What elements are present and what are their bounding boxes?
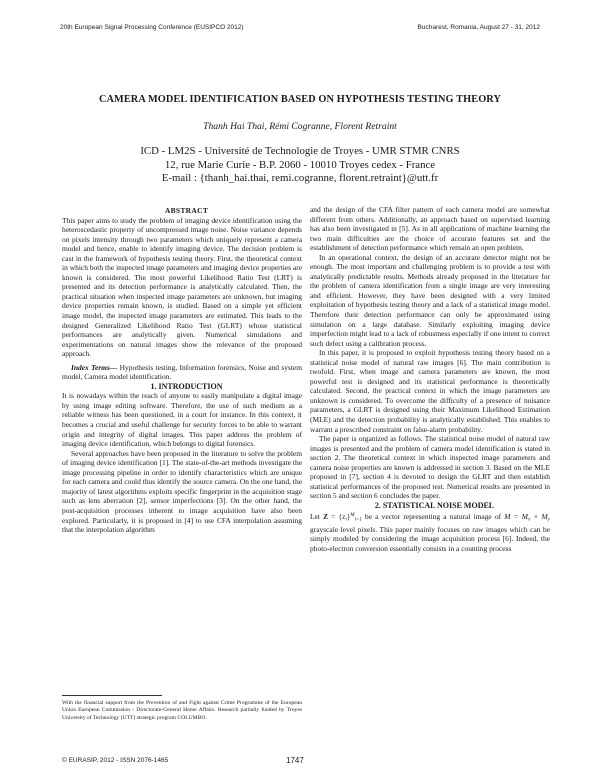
conference-location-date: Bucharest, Romania, August 27 - 31, 2012 bbox=[417, 24, 540, 31]
body-paragraph: In this paper, it is proposed to exploit hypothesis testing theory based on a statistical noise model of natural raw images [6]. The main contribution is twofold. First, when image and camera parameters are known, the most powerful test is designed and its statistical performance is theoretically calculated. Second, the practical context in which the image parameters are unknown is considered. To overcome the difficulty of a presence of nuisance parameters, a GLRT is designed using their Maximum Likelihood Estimation (MLE) and the detection probability is analytically established. This enables to warrant a prescribed constraint on false-alarm probability. bbox=[310, 348, 550, 434]
math-superscript: M bbox=[350, 512, 355, 518]
paper-title: CAMERA MODEL IDENTIFICATION BASED ON HYPOTHESIS TESTING THEORY bbox=[98, 94, 502, 105]
footnote: With the financial support from the Prevention of and Fight against Crime Programme of the European Union European Commission - Directorate-General Home Affairs. Research partially funded by Troyes University of Technology (UTT) strategic program COLUMBO. bbox=[62, 700, 302, 721]
copyright-footer: © EURASIP, 2012 - ISSN 2076-1465 bbox=[62, 757, 169, 764]
page-number: 1747 bbox=[286, 756, 304, 765]
intro-paragraph: Several approaches have been proposed in the literature to solve the problem of imaging device identification [1]. The state-of-the-art methods investigate the image processing pipeline in order to identify characteristics which are unique for each camera and could thus identify the source camera. On the one hand, the majority of latest algorithms exploits specific fingerprint in the acquisition stage such as lens aberration [2], sensor imperfections [3]. On the other hand, the post-acquisition processes inherent to image acquisition have also been explored. Particularly, it is proposed in [4] to use CFA interpolation assuming that the interpolation algorithm bbox=[62, 448, 302, 535]
section-heading-noise-model: 2. STATISTICAL NOISE MODEL bbox=[374, 500, 495, 510]
right-column bbox=[310, 205, 550, 553]
text-run: grayscale level pixels. This paper mainly focuses on raw images which can be simply modeled by considering the image acquisition process [6]. Indeed, the photo-electron conversion essentially consists in a counting process bbox=[310, 524, 550, 553]
math-subscript: i bbox=[345, 517, 347, 522]
abstract-heading: ABSTRACT bbox=[164, 206, 209, 215]
text-run: be a vector representing a natural image of bbox=[361, 511, 505, 521]
section-heading-introduction: 1. INTRODUCTION bbox=[150, 381, 223, 391]
math-subscript: i=1 bbox=[354, 517, 362, 522]
section2-paragraph bbox=[310, 511, 550, 554]
body-paragraph: and the design of the CFA filter pattern of each camera model are somewhat different from others. Additionally, an approach based on supervised learning has also been investigated in [5]. As in all applications of machine learning the two main difficulties are the choice of accurate features set and the establishment of detection performance which remain an open problem. bbox=[310, 205, 550, 253]
affiliation-email: E-mail : {thanh_hai.thai, remi.cogranne, florent.retraint}@utt.fr bbox=[161, 172, 439, 185]
left-column bbox=[62, 206, 302, 535]
page-header bbox=[60, 24, 540, 36]
math-bold-z: Z bbox=[323, 511, 329, 521]
body-paragraph: In an operational context, the design of an accurate detector might not be enough. The most important and challenging problem is to provide a test with analytically predictable results. Methods already proposed in the literature for the problem of camera identification from a single image are very interesting and efficient. However, they have been designed with a very limited exploitation of hypothesis testing theory and a lack of a statistical image model. Therefore their detection performance can only be approximated using simulation on a large database. Similarly exploiting imaging device imperfection might lead to a lack of robustness especially if one intent to correct such defect using a calibration process. bbox=[310, 252, 550, 348]
paper-authors: Thanh Hai Thai, Rémi Cogranne, Florent Retraint bbox=[203, 121, 397, 132]
footnote-divider bbox=[62, 695, 162, 696]
affiliation-line: ICD - LM2S - Université de Technologie de Troyes - UMR STMR CNRS bbox=[140, 145, 460, 157]
math-run: = {z bbox=[328, 511, 346, 521]
math-subscript: x bbox=[527, 517, 531, 522]
math-run: × M bbox=[530, 511, 548, 521]
math-var: M bbox=[504, 511, 511, 521]
index-terms bbox=[62, 363, 302, 382]
conference-name: 20th European Signal Processing Conference (EUSIPCO 2012) bbox=[60, 24, 244, 31]
math-run: = M bbox=[510, 511, 528, 521]
intro-paragraph: It is nowadays within the reach of anyone to easily manipulate a digital image by using image editing software. Therefore, the use of such medium as a reliable witness has been questioned, in a court for instance. In this context, it becomes a crucial and useful challenge for security forces to be able to warrant origin and integrity of digital images. This paper address the problem of imaging device identification, which belongs to digital forensics. bbox=[62, 391, 302, 449]
text-run: Let bbox=[310, 511, 324, 521]
index-terms-text: Hypothesis testing, Information forensics, Noise and system model, Camera model identification. bbox=[62, 362, 302, 382]
abstract-text: This paper aims to study the problem of imaging device identification using the heteroscedastic property of uncompressed image noise. Noise variance depends on pixels intensity through two parameters which uniquely represent a camera model and hence, enable to identify imaging device. The decision problem is cast in the framework of hypothesis testing theory. First, the theoretical context in which both the inspected image parameters and imaging device properties are known is considered. The most powerful Likelihood Ratio Test (LRT) is presented and its detection performance is analytically calculated. Then, the practical situation when inspected image parameters are unknown, but imaging device properties remain known, is studied. Based on a simple yet efficient image model, the inspected image parameters are estimated. This leads to the designed Generalized Likelihood Ratio Test (GLRT) whose statistical performances are analytically given. Numerical simulations and experimentations on natural images show the relevance of the proposed approach. bbox=[62, 215, 302, 359]
math-subscript: y bbox=[547, 517, 550, 522]
math-run: } bbox=[346, 511, 351, 521]
index-terms-label: Index Terms— bbox=[71, 362, 118, 372]
body-paragraph: The paper is organized as follows. The statistical noise model of natural raw images is presented and the problem of camera model identification is stated in section 2. The theoretical context in which inspected image parameters and camera noise properties are known is addressed in section 3. Based on the MLE proposed in [7], section 4 is devoted to design the GLRT and then establish statistical performances of the proposed test. Numerical results are presented in section 5 and section 6 concludes the paper. bbox=[310, 434, 550, 501]
affiliation-block bbox=[40, 145, 560, 186]
affiliation-address: 12, rue Marie Curie - B.P. 2060 - 10010 Troyes cedex - France bbox=[164, 158, 436, 171]
